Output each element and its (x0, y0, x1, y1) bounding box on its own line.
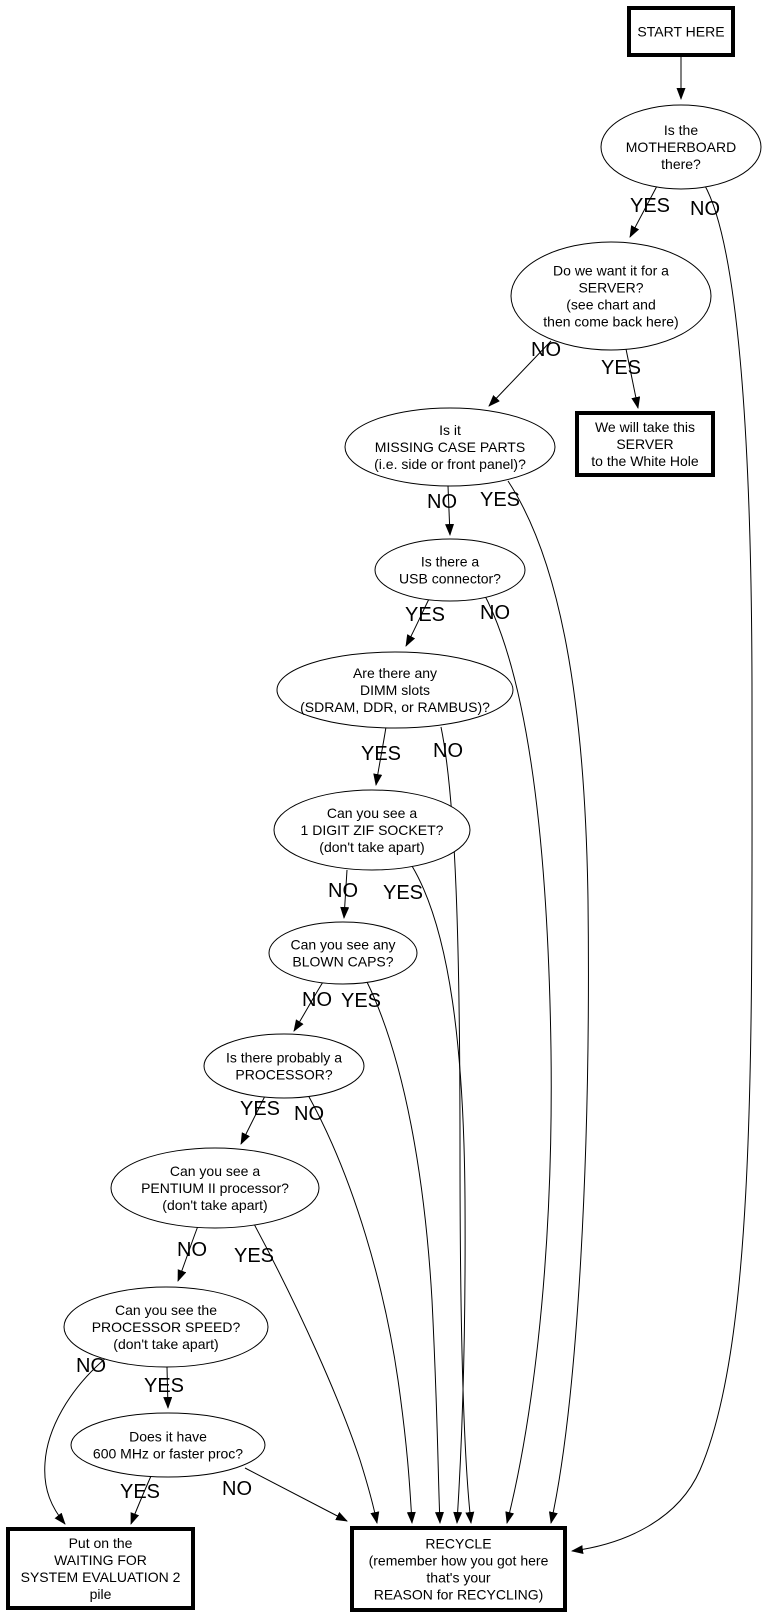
edge-label-600mhz-to-waiting-pile: YES (119, 1481, 161, 1503)
edge-label-dimm-to-zif-socket: YES (360, 743, 402, 765)
edge-label-dimm-to-recycle: NO (433, 740, 463, 762)
edge-label-600mhz-to-recycle: NO (222, 1478, 252, 1500)
edge-zif-socket-to-recycle (412, 866, 465, 1523)
node-start-here (629, 8, 733, 55)
node-label-proc-speed: Can you see the PROCESSOR SPEED? (don't take apart) (91, 1302, 241, 1352)
node-blown-caps (269, 922, 417, 984)
node-label-recycle: RECYCLE (remember how you got here that's your REASON for RECYCLING) (368, 1535, 549, 1603)
node-label-motherboard: Is the MOTHERBOARD there? (625, 122, 737, 172)
node-label-processor: Is there probably a PROCESSOR? (226, 1049, 342, 1083)
node-label-blown-caps: Can you see any BLOWN CAPS? (290, 936, 396, 970)
edge-blown-caps-to-recycle (367, 982, 440, 1523)
edge-label-server-to-white-hole: YES (600, 357, 642, 379)
edge-label-blown-caps-to-recycle: YES (340, 990, 382, 1012)
edge-label-usb-to-recycle: NO (480, 602, 510, 624)
node-proc-speed (64, 1287, 268, 1367)
node-dimm (277, 652, 513, 728)
node-usb (375, 539, 525, 601)
node-label-600mhz: Does it have 600 MHz or faster proc? (92, 1428, 244, 1462)
node-waiting-pile (8, 1529, 193, 1608)
node-case-parts (345, 408, 555, 486)
node-600mhz (71, 1413, 265, 1477)
edge-usb-to-recycle (483, 592, 551, 1523)
node-recycle (352, 1528, 565, 1610)
edge-label-motherboard-to-recycle: NO (690, 198, 720, 220)
node-white-hole (577, 413, 713, 475)
edge-600mhz-to-recycle (245, 1468, 347, 1521)
edge-label-zif-socket-to-recycle: YES (382, 882, 424, 904)
node-label-usb: Is there a USB connector? (399, 553, 501, 587)
edge-label-case-parts-to-usb: NO (427, 491, 457, 513)
node-label-waiting-pile: Put on the WAITING FOR SYSTEM EVALUATION 2 pile (20, 1535, 181, 1602)
edge-label-proc-speed-to-waiting-pile: NO (76, 1355, 106, 1377)
edge-label-blown-caps-to-processor: NO (302, 989, 332, 1011)
node-label-start-here: START HERE (637, 23, 725, 40)
edge-pentium-ii-to-recycle (254, 1224, 377, 1523)
node-pentium-ii (111, 1148, 319, 1228)
node-label-case-parts: Is it MISSING CASE PARTS (i.e. side or front panel)? (374, 422, 526, 472)
edge-label-proc-speed-to-600mhz: YES (143, 1375, 185, 1397)
node-label-server: Do we want it for a SERVER? (see chart and then come back here) (543, 262, 679, 330)
edge-label-pentium-ii-to-recycle: YES (233, 1245, 275, 1267)
edge-label-processor-to-recycle: NO (294, 1103, 324, 1125)
edge-motherboard-to-recycle (572, 184, 752, 1551)
node-label-pentium-ii: Can you see a PENTIUM II processor? (don't take apart) (141, 1163, 289, 1213)
edge-label-zif-socket-to-blown-caps: NO (328, 880, 358, 902)
node-label-white-hole: We will take this SERVER to the White Hole (591, 419, 699, 469)
edge-label-pentium-ii-to-proc-speed: NO (177, 1239, 207, 1261)
edge-label-usb-to-dimm: YES (404, 604, 446, 626)
node-label-dimm: Are there any DIMM slots (SDRAM, DDR, or RAMBUS)? (300, 665, 490, 715)
edge-label-motherboard-to-server: YES (629, 195, 671, 217)
node-label-zif-socket: Can you see a 1 DIGIT ZIF SOCKET? (don't take apart) (300, 805, 444, 855)
edge-case-parts-to-recycle (508, 481, 588, 1523)
node-server (511, 242, 711, 350)
edge-label-processor-to-pentium-ii: YES (239, 1098, 281, 1120)
node-motherboard (601, 105, 761, 189)
edge-label-server-to-case-parts: NO (531, 339, 561, 361)
node-processor (204, 1034, 364, 1098)
edge-label-case-parts-to-recycle: YES (479, 489, 521, 511)
node-zif-socket (274, 790, 470, 870)
